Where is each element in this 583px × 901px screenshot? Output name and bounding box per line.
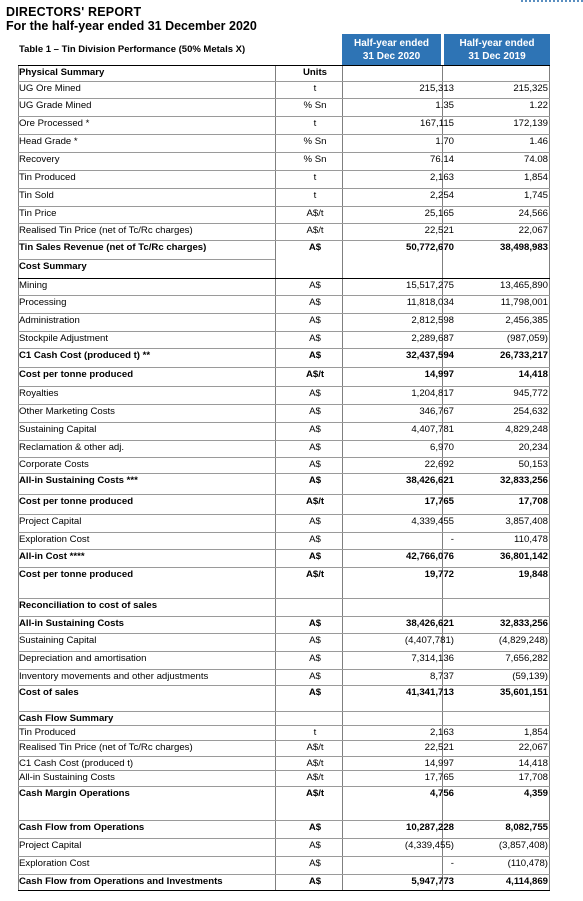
row-value-2019: 945,772	[513, 388, 548, 399]
row-unit: A$	[309, 459, 321, 470]
row-value-2020: 42,766,076	[405, 551, 454, 562]
row-separator	[18, 567, 550, 568]
row-separator	[18, 295, 550, 296]
row-separator	[18, 170, 550, 171]
row-value-2020: 1.70	[435, 136, 454, 147]
row-label: Recovery	[19, 154, 60, 165]
row-value-2020: 346,767	[419, 406, 454, 417]
row-separator	[18, 65, 550, 66]
row-label: Exploration Cost	[19, 858, 90, 869]
table-bottom-border	[18, 890, 550, 891]
column-header-2020	[342, 34, 441, 65]
row-value-2019: 50,153	[518, 459, 548, 470]
row-label: Tin Produced	[19, 727, 76, 738]
row-value-2020: 167,115	[420, 118, 454, 129]
row-separator	[18, 473, 550, 474]
row-unit: A$	[309, 333, 321, 344]
row-separator	[18, 740, 550, 741]
row-value-2019: 32,833,256	[499, 618, 548, 629]
row-value-2019: (110,478)	[507, 858, 548, 869]
row-separator	[18, 685, 550, 686]
row-unit: A$/t	[305, 369, 325, 380]
row-value-2020: 38,426,621	[405, 475, 454, 486]
row-separator	[18, 549, 550, 550]
row-separator	[18, 98, 550, 99]
column-header-2020-line2: 31 Dec 2020	[362, 50, 421, 62]
row-value-2019: 17,708	[518, 496, 548, 507]
row-unit: A$	[309, 516, 321, 527]
row-value-2019: 22,067	[518, 742, 548, 753]
row-unit: A$	[309, 388, 321, 399]
row-value-2019: (4,829,248)	[498, 635, 548, 646]
row-label: Cash Flow from Operations and Investments	[19, 876, 223, 887]
report-title: DIRECTORS' REPORT	[6, 5, 142, 19]
row-unit: A$	[308, 551, 322, 562]
row-label: Administration	[19, 315, 80, 326]
row-unit: A$/t	[305, 569, 325, 580]
row-value-2019: 1,745	[523, 190, 548, 201]
row-unit: A$	[309, 297, 321, 308]
row-value-2019: 35,601,151	[499, 687, 548, 698]
row-label: Head Grade *	[19, 136, 78, 147]
row-unit: t	[313, 727, 317, 738]
row-value-2019: 38,498,983	[499, 242, 548, 253]
row-value-2020: 41,341,713	[405, 687, 454, 698]
row-separator	[18, 440, 550, 441]
row-value-2019: 24,566	[518, 208, 548, 219]
row-value-2020: 15,517,275	[405, 280, 454, 291]
row-value-2020: 25,165	[424, 208, 454, 219]
row-value-2020: 22,521	[424, 742, 454, 753]
row-value-2020: 7,314,136	[411, 653, 454, 664]
row-unit: A$	[309, 442, 321, 453]
row-label: Tin Sold	[19, 190, 54, 201]
row-label: Ore Processed *	[19, 118, 90, 129]
row-label: Tin Produced	[19, 172, 76, 183]
row-separator	[18, 386, 550, 387]
row-value-2019: 172,139	[513, 118, 548, 129]
row-separator	[18, 598, 550, 599]
row-value-2020: 2,254	[429, 190, 454, 201]
row-separator	[18, 457, 550, 458]
row-value-2020: 2,163	[429, 172, 454, 183]
row-unit: A$	[308, 822, 322, 833]
row-value-2019: 4,114,869	[505, 876, 548, 887]
row-separator	[18, 633, 550, 634]
row-separator	[18, 786, 550, 787]
row-value-2020: 5,947,773	[411, 876, 454, 887]
row-label: All-in Sustaining Costs ***	[19, 475, 138, 486]
row-separator	[18, 331, 550, 332]
row-separator	[18, 820, 550, 821]
row-unit: A$	[309, 671, 321, 682]
row-label: Sustaining Capital	[19, 424, 97, 435]
row-unit: A$	[308, 350, 322, 361]
row-label: Cost of sales	[19, 687, 79, 698]
row-value-2020: 2,163	[429, 727, 454, 738]
row-unit: A$	[309, 635, 321, 646]
row-unit: A$	[308, 475, 322, 486]
row-label: Realised Tin Price (net of Tc/Rc charges)	[19, 742, 193, 753]
row-unit: A$	[309, 406, 321, 417]
row-value-2020: 10,287,228	[405, 822, 454, 833]
row-separator	[18, 616, 550, 617]
row-unit: A$/t	[306, 772, 324, 783]
row-value-2019: 14,418	[518, 758, 548, 769]
row-unit: A$/t	[305, 788, 325, 799]
row-value-2020: 4,407,781	[411, 424, 454, 435]
row-value-2019: 1,854	[523, 727, 548, 738]
row-unit: t	[313, 172, 317, 183]
row-unit: A$	[308, 687, 322, 698]
row-separator	[18, 514, 550, 515]
row-label: Sustaining Capital	[19, 635, 97, 646]
row-label: UG Grade Mined	[19, 100, 92, 111]
row-label: Realised Tin Price (net of Tc/Rc charges)	[19, 225, 193, 236]
row-value-2020: 4,339,455	[411, 516, 454, 527]
row-label: Reconciliation to cost of sales	[19, 600, 158, 611]
row-label: Cost Summary	[19, 261, 87, 272]
row-unit: A$	[309, 653, 321, 664]
row-label: Cost per tonne produced	[19, 569, 134, 580]
row-label: Project Capital	[19, 840, 82, 851]
row-label: Processing	[19, 297, 67, 308]
row-value-2020: 14,997	[424, 369, 454, 380]
row-unit: % Sn	[303, 154, 327, 165]
row-separator	[18, 651, 550, 652]
row-value-2019: 7,656,282	[505, 653, 548, 664]
row-label: Corporate Costs	[19, 459, 89, 470]
row-value-2020: -	[450, 534, 454, 545]
row-value-2020: 6,970	[429, 442, 454, 453]
row-label: Cost per tonne produced	[19, 496, 134, 507]
row-unit: A$	[309, 840, 321, 851]
row-value-2019: 3,857,408	[505, 516, 548, 527]
row-value-2019: 110,478	[514, 534, 548, 545]
row-value-2020: 1.35	[435, 100, 454, 111]
row-value-2020: 215,313	[419, 83, 454, 94]
page-corner-mark	[521, 0, 583, 6]
row-unit: A$/t	[305, 496, 325, 507]
row-label: Cost per tonne produced	[19, 369, 134, 380]
row-separator	[18, 134, 550, 135]
row-separator	[18, 404, 550, 405]
row-unit: A$	[308, 876, 322, 887]
row-separator	[18, 422, 550, 423]
row-value-2019: 8,082,755	[505, 822, 548, 833]
row-value-2020: 50,772,670	[405, 242, 454, 253]
row-label: Cash Margin Operations	[19, 788, 130, 799]
row-value-2019: 17,708	[518, 772, 548, 783]
row-separator	[18, 313, 550, 314]
row-value-2019: 4,829,248	[505, 424, 548, 435]
row-value-2020: 17,765	[424, 496, 454, 507]
row-separator	[18, 367, 550, 368]
row-separator	[18, 725, 550, 726]
row-value-2019: 1.46	[529, 136, 548, 147]
row-separator	[18, 206, 550, 207]
row-unit: t	[313, 118, 317, 129]
row-unit: A$	[308, 242, 322, 253]
row-separator	[18, 669, 550, 670]
column-header-2019	[444, 34, 550, 65]
row-separator	[18, 240, 550, 241]
table-caption: Table 1 – Tin Division Performance (50% Metals X)	[19, 44, 246, 55]
row-unit: A$	[309, 280, 321, 291]
row-value-2019: 74.08	[523, 154, 548, 165]
row-separator	[18, 532, 550, 533]
row-unit: % Sn	[303, 136, 327, 147]
row-value-2019: 215,325	[513, 83, 548, 94]
row-label: Project Capital	[19, 516, 82, 527]
row-unit: t	[313, 190, 317, 201]
row-value-2019: (59,139)	[512, 671, 548, 682]
row-value-2019: 32,833,256	[499, 475, 548, 486]
row-unit: A$/t	[306, 742, 324, 753]
row-label: Royalties	[19, 388, 59, 399]
row-value-2019: 4,359	[523, 788, 548, 799]
row-unit: A$	[309, 315, 321, 326]
row-separator	[18, 874, 550, 875]
row-label: Other Marketing Costs	[19, 406, 115, 417]
column-header-2020-line1: Half-year ended	[353, 37, 430, 49]
row-unit: A$	[308, 618, 322, 629]
row-value-2020: (4,407,781)	[404, 635, 454, 646]
row-label: Tin Sales Revenue (net of Tc/Rc charges)	[19, 242, 207, 253]
row-separator	[18, 188, 550, 189]
row-value-2019: 2,456,385	[505, 315, 548, 326]
row-value-2020: 17,765	[424, 772, 454, 783]
row-value-2020: 22,692	[424, 459, 454, 470]
row-value-2020: 2,812,598	[411, 315, 454, 326]
row-value-2019: 13,465,890	[499, 280, 548, 291]
row-value-2019: 14,418	[518, 369, 548, 380]
row-value-2019: 1,854	[523, 172, 548, 183]
row-unit: A$/t	[306, 758, 324, 769]
tin-division-table	[18, 65, 550, 890]
row-separator	[18, 348, 550, 349]
row-separator	[18, 770, 550, 771]
row-label: Stockpile Adjustment	[19, 333, 109, 344]
row-value-2019: (987,059)	[506, 333, 548, 344]
row-value-2020: 2,289,687	[411, 333, 454, 344]
row-unit: A$	[309, 858, 321, 869]
row-value-2020: 19,772	[424, 569, 454, 580]
row-unit: A$/t	[306, 208, 324, 219]
row-value-2019: 26,733,217	[499, 350, 548, 361]
row-separator	[18, 756, 550, 757]
row-value-2019: 36,801,142	[499, 551, 548, 562]
row-value-2020: 11,818,034	[406, 297, 454, 308]
row-unit: A$	[309, 534, 321, 545]
row-separator	[18, 711, 550, 712]
row-label: Cash Flow from Operations	[19, 822, 145, 833]
row-separator	[18, 259, 275, 260]
row-value-2019: 22,067	[518, 225, 548, 236]
row-label: C1 Cash Cost (produced t)	[19, 758, 134, 769]
row-label: Exploration Cost	[19, 534, 90, 545]
row-value-2020: 32,437,594	[405, 350, 454, 361]
row-value-2020: 1,204,817	[411, 388, 454, 399]
row-label: Tin Price	[19, 208, 57, 219]
row-separator	[18, 856, 550, 857]
row-value-2020: (4,339,455)	[404, 840, 454, 851]
row-label: Cash Flow Summary	[19, 713, 114, 724]
row-separator	[18, 116, 550, 117]
row-unit: A$/t	[306, 225, 324, 236]
row-label: Mining	[19, 280, 48, 291]
report-subtitle: For the half-year ended 31 December 2020	[6, 19, 257, 33]
row-value-2019: 11,798,001	[500, 297, 548, 308]
row-separator	[18, 278, 550, 279]
row-value-2019: 19,848	[518, 569, 548, 580]
column-header-2019-line1: Half-year ended	[459, 37, 535, 49]
row-unit: t	[313, 83, 317, 94]
row-value-2020: 4,756	[429, 788, 454, 799]
row-value-2020: 76.14	[429, 154, 454, 165]
row-unit: A$	[309, 424, 321, 435]
row-label: Inventory movements and other adjustments	[19, 671, 209, 682]
row-value-2019: (3,857,408)	[498, 840, 548, 851]
row-label: All-in Sustaining Costs	[19, 772, 115, 783]
row-value-2019: 20,234	[518, 442, 548, 453]
row-label: All-in Sustaining Costs	[19, 618, 125, 629]
row-value-2019: 254,632	[513, 406, 548, 417]
row-label: Depreciation and amortisation	[19, 653, 147, 664]
row-separator	[18, 838, 550, 839]
row-label: UG Ore Mined	[19, 83, 81, 94]
row-value-2020: 8,737	[429, 671, 454, 682]
column-header-2019-line2: 31 Dec 2019	[468, 50, 526, 62]
row-value-2020: 22,521	[424, 225, 454, 236]
row-value-2020: -	[450, 858, 454, 869]
row-separator	[18, 152, 550, 153]
row-label: Reclamation & other adj.	[19, 442, 125, 453]
row-label: All-in Cost ****	[19, 551, 85, 562]
row-value-2019: 1.22	[529, 100, 548, 111]
row-unit: % Sn	[303, 100, 327, 111]
row-label: C1 Cash Cost (produced t) **	[19, 350, 151, 361]
row-value-2020: 38,426,621	[405, 618, 454, 629]
row-value-2020: 14,997	[424, 758, 454, 769]
row-unit: Units	[303, 67, 327, 78]
row-separator	[18, 494, 550, 495]
row-separator	[18, 223, 550, 224]
row-separator	[18, 81, 550, 82]
row-label: Physical Summary	[19, 67, 105, 78]
